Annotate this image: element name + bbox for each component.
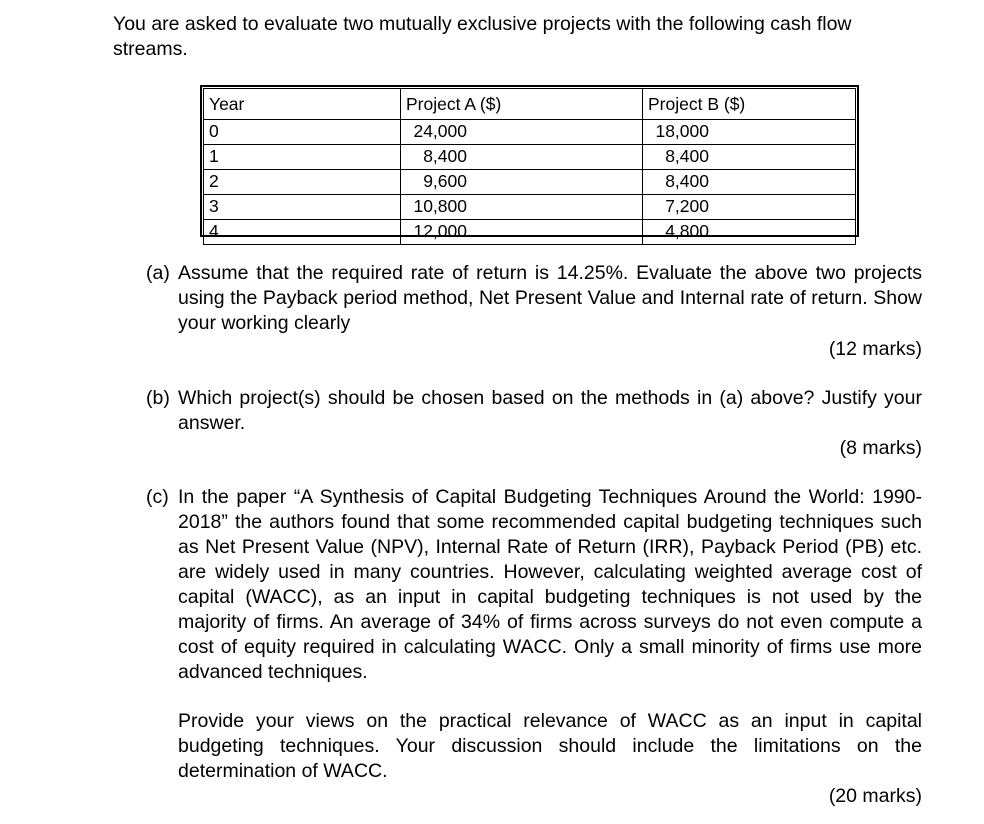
cell-project-b [643, 145, 856, 170]
question-c-marks: (20 marks) [828, 785, 922, 807]
header-project-b: Project B ($) [643, 89, 856, 120]
question-c-label: (c) [146, 486, 169, 508]
question-c-follow-up: Provide your views on the practical relevance of WACC as an input in capital budgeting techniques. Your discussion should include the limitations on the determination of WACC. [178, 710, 922, 782]
value-project-a: 8,400 [423, 146, 467, 166]
value-project-a: 10,800 [413, 196, 467, 216]
value-project-b: 7,200 [665, 196, 709, 216]
table-row [204, 195, 856, 220]
value-project-b: 18,000 [655, 121, 709, 141]
cell-year: 4 [204, 220, 401, 245]
cell-project-a [401, 170, 643, 195]
question-a-label: (a) [146, 262, 170, 284]
question-c-text: In the paper “A Synthesis of Capital Budgeting Techniques Around the World: 1990-2018” the authors found that some recommended capital budgeting techniques such as Net Present Value (NPV), Internal Rate of Return (IRR), Payback Period (PB) etc. are widely used in many countries. However, calculating weighted average cost of capital (WACC), as an input in capital budgeting techniques is not used by the majority of firms. An average of 34% of firms across surveys do not even compute a cost of equity required in calculating WACC. Only a small minority of firms use more advanced techniques. [178, 486, 922, 683]
cell-project-b [643, 170, 856, 195]
cell-project-a [401, 220, 643, 245]
cell-year: 2 [204, 170, 401, 195]
value-project-b: 8,400 [665, 146, 709, 166]
question-b-marks: (8 marks) [839, 437, 922, 459]
question-a-marks: (12 marks) [828, 338, 922, 360]
cell-year: 0 [204, 120, 401, 145]
question-a-text: Assume that the required rate of return is 14.25%. Evaluate the above two projects using the Payback period method, Net Present Value and Internal rate of return. Show your working clearly [178, 262, 922, 334]
table-row [204, 170, 856, 195]
cell-project-a [401, 195, 643, 220]
cell-project-a [401, 145, 643, 170]
cash-flow-table-frame [200, 85, 859, 241]
question-c [146, 485, 922, 685]
value-project-a: 12,000 [413, 221, 467, 241]
table-row [204, 220, 856, 245]
cell-project-b [643, 220, 856, 245]
cell-project-a [401, 120, 643, 145]
question-b-label: (b) [146, 387, 170, 409]
cell-year: 1 [204, 145, 401, 170]
intro-text: You are asked to evaluate two mutually exclusive projects with the following cash flow streams. [113, 13, 852, 60]
table-row [204, 120, 856, 145]
value-project-a: 24,000 [413, 121, 467, 141]
header-year: Year [204, 89, 401, 120]
cash-flow-table [203, 88, 856, 245]
cell-year: 3 [204, 195, 401, 220]
cell-project-b [643, 120, 856, 145]
table-header-row [204, 89, 856, 120]
value-project-a: 9,600 [423, 171, 467, 191]
question-b [146, 386, 922, 436]
cell-project-b [643, 195, 856, 220]
question-b-text: Which project(s) should be chosen based on the methods in (a) above? Justify your answer. [178, 387, 922, 434]
question-a [146, 261, 922, 336]
value-project-b: 8,400 [665, 171, 709, 191]
table-row [204, 145, 856, 170]
value-project-b: 4,800 [665, 221, 709, 241]
header-project-a: Project A ($) [401, 89, 643, 120]
